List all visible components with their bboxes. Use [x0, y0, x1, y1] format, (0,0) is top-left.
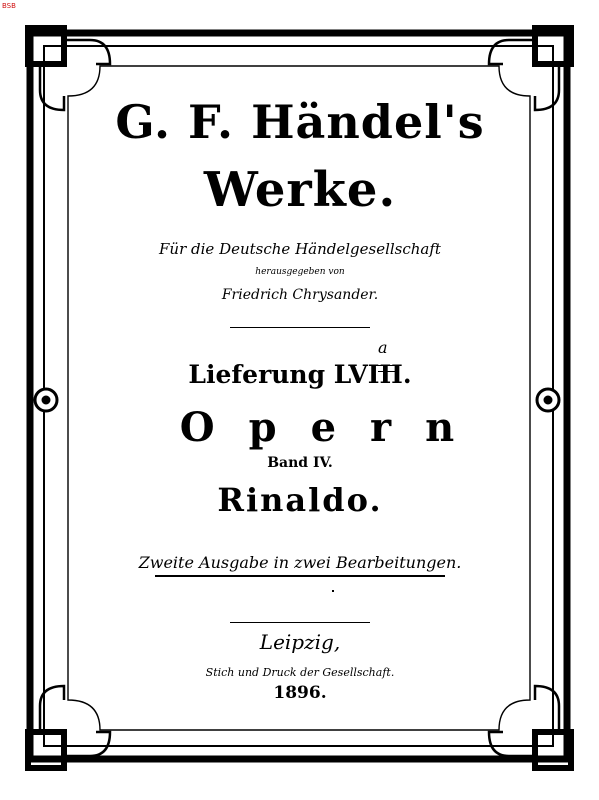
composer-title: G. F. Händel's: [115, 95, 485, 149]
opera-title: Rinaldo.: [217, 481, 383, 519]
imprint-city: Leipzig,: [259, 630, 341, 654]
handwritten-annotation: a: [378, 338, 388, 357]
works-title: Werke.: [203, 162, 397, 218]
issue-label: Lieferung LVIII.: [188, 360, 412, 389]
library-stamp: BSB: [2, 2, 16, 10]
edition-underline: [155, 575, 445, 577]
category-title: Opern: [179, 404, 489, 451]
imprint-year: 1896.: [273, 683, 327, 703]
volume-label: Band IV.: [267, 455, 333, 471]
society-line: Für die Deutsche Händelgesellschaft: [159, 240, 441, 258]
imprint-printer: Stich und Druck der Gesellschaft.: [205, 666, 395, 679]
divider-bottom: [230, 622, 370, 623]
title-page: [60, 0, 540, 800]
editor-name: Friedrich Chrysander.: [221, 287, 379, 303]
divider-top: [230, 327, 370, 328]
ink-dot: [332, 590, 334, 592]
edition-line: Zweite Ausgabe in zwei Bearbeitungen.: [138, 553, 462, 572]
annotation-underline: [378, 365, 398, 372]
edited-by-line: herausgegeben von: [255, 267, 345, 277]
